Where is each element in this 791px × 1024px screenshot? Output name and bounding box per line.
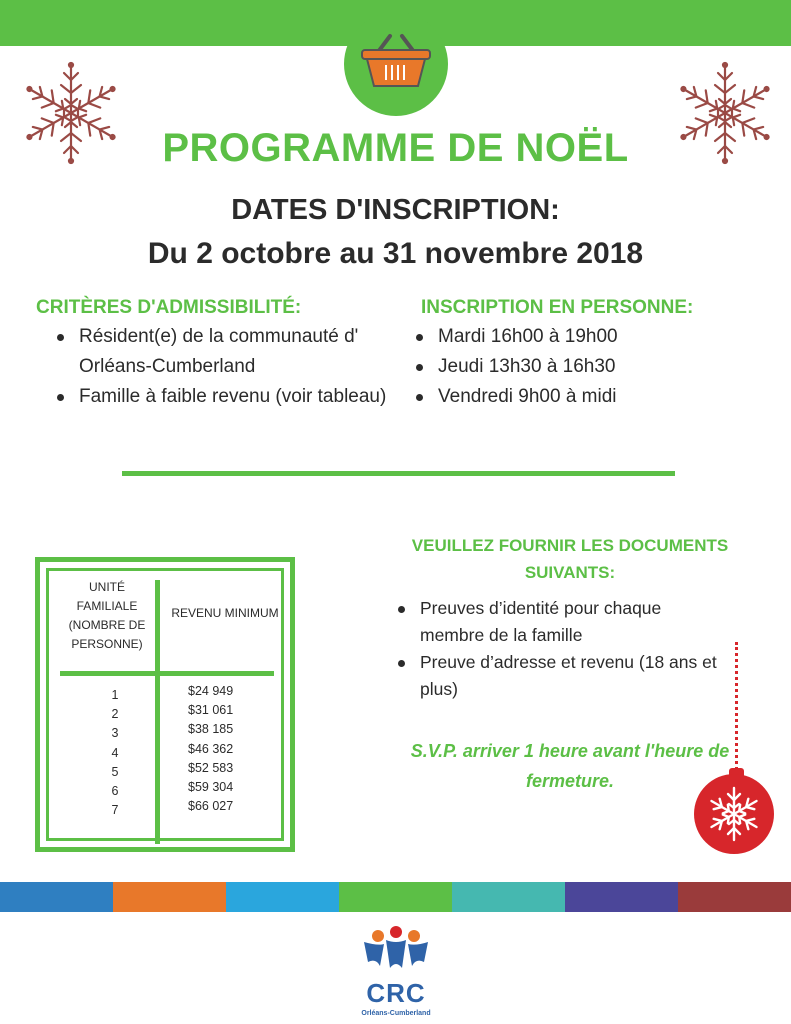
documents-heading: VEUILLEZ FOURNIR LES DOCUMENTS SUIVANTS: (411, 536, 729, 582)
in-person-list (414, 322, 744, 412)
basket-badge (344, 12, 448, 116)
arrival-note: S.V.P. arriver 1 heure avant l'heure de fermeture. (410, 741, 730, 791)
registration-dates: Du 2 octobre au 31 novembre 2018 (147, 237, 644, 270)
table-cell: 7 (111, 803, 119, 818)
snowflake-icon (704, 784, 764, 844)
color-stripe (339, 882, 452, 912)
ornament-string (735, 642, 738, 770)
table-cell: 4 (111, 745, 119, 760)
list-item: Résident(e) de la communauté d' Orléans-Cumberland (55, 322, 395, 382)
page-title: PROGRAMME DE NOËL (162, 126, 629, 170)
eligibility-heading: CRITÈRES D'ADMISSIBILITÉ: (36, 297, 302, 318)
in-person-heading: INSCRIPTION EN PERSONNE: (421, 297, 694, 318)
list-item: Mardi 16h00 à 19h00 (414, 322, 744, 352)
list-item: Preuves d’identité pour chaque membre de la famille (396, 595, 726, 649)
color-stripe (565, 882, 678, 912)
basket-icon (358, 30, 434, 90)
color-stripe (226, 882, 339, 912)
table-cell: $52 583 (188, 760, 234, 775)
ornament-icon (694, 774, 774, 854)
table-column-revenue (188, 682, 268, 816)
color-stripe (678, 882, 791, 912)
table-cell: $46 362 (188, 741, 234, 756)
table-horizontal-rule (60, 671, 274, 676)
documents-list (396, 595, 726, 703)
divider (122, 471, 675, 476)
registration-heading: DATES D'INSCRIPTION: (231, 194, 560, 226)
table-header-unit: UNITÉ FAMILIALE (NOMBRE DE PERSONNE) (68, 580, 146, 651)
color-stripe (452, 882, 565, 912)
table-cell: 3 (111, 726, 119, 741)
color-stripe (0, 882, 113, 912)
table-column-size (100, 686, 130, 820)
table-cell: $59 304 (188, 780, 234, 795)
table-cell: 1 (111, 688, 119, 702)
list-item: Preuve d’adresse et revenu (18 ans et plus) (396, 649, 726, 703)
table-cell: 6 (111, 784, 119, 799)
list-item: Jeudi 13h30 à 16h30 (414, 352, 744, 382)
list-item: Vendredi 9h00 à midi (414, 382, 744, 412)
table-cell: $24 949 (188, 684, 234, 698)
logo-subtitle: Orléans-Cumberland (361, 1010, 431, 1017)
eligibility-list (55, 322, 395, 412)
table-cell: $31 061 (188, 703, 234, 718)
table-cell: 2 (111, 707, 119, 722)
logo-name: CRC (366, 978, 426, 1008)
table-cell: $38 185 (188, 722, 234, 737)
crc-logo (350, 922, 442, 982)
table-header-revenue: REVENU MINIMUM (171, 606, 279, 620)
color-stripe (113, 882, 226, 912)
table-cell: $66 027 (188, 799, 234, 814)
list-item: Famille à faible revenu (voir tableau) (55, 382, 395, 412)
table-cell: 5 (111, 764, 119, 779)
